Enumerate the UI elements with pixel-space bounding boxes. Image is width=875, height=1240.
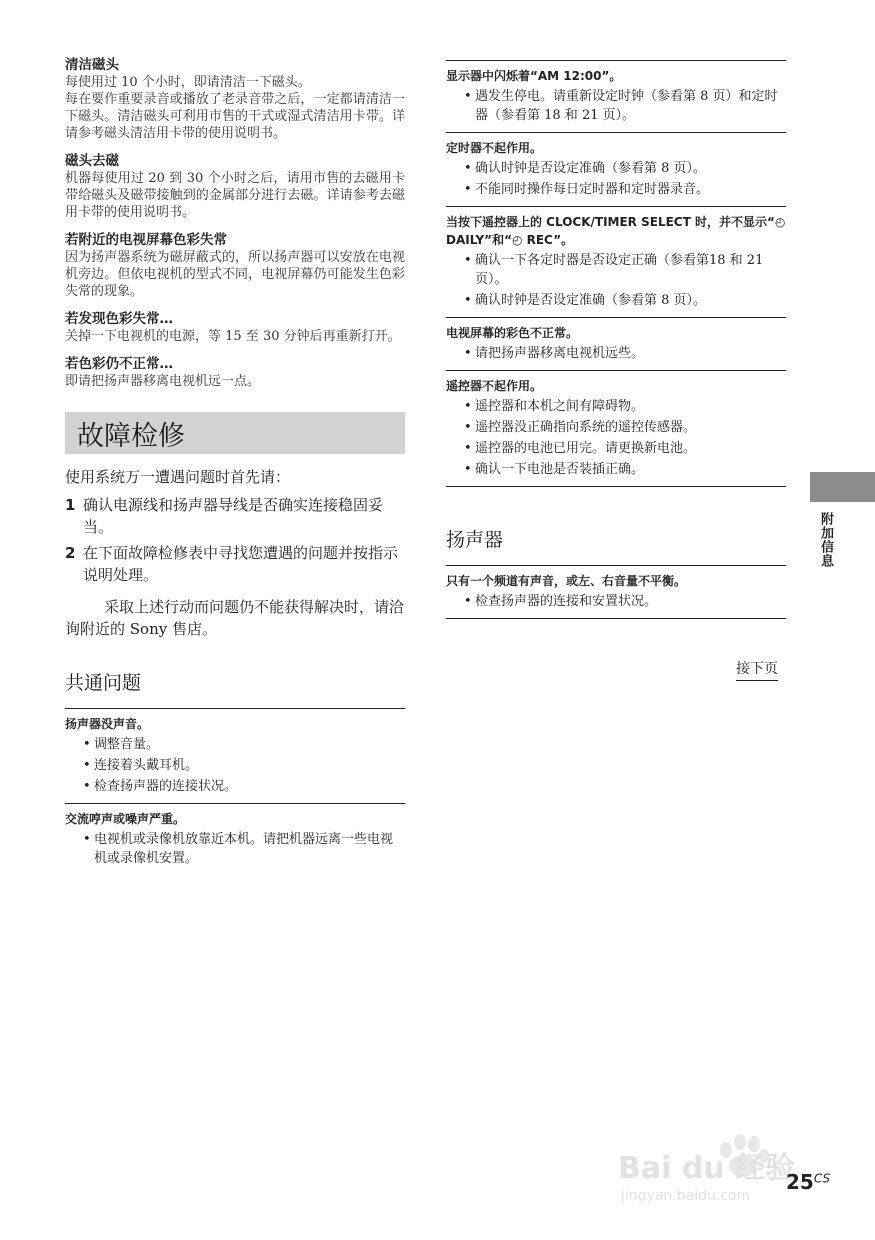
step-item: [65, 542, 405, 586]
problem-question: 显示器中闪烁着“AM 12:00”。: [446, 69, 622, 83]
solution-item: • 请把扬声器移离电视机远些。: [464, 344, 786, 363]
section-heading: 清洁磁头: [65, 57, 119, 73]
problem-block: [446, 61, 786, 133]
solution-item: • 电视机或录像机放靠近本机。请把机器远离一些电视机或录像机安置。: [83, 830, 405, 868]
solution-list: [65, 735, 405, 796]
contact-note: 采取上述行动而问题仍不能获得解决时，请洽询附近的 Sony 售店。: [65, 598, 405, 638]
section-heading: 若附近的电视屏幕色彩失常: [65, 232, 227, 248]
watermark-url: jingyan.baidu.com: [621, 1188, 751, 1204]
section-heading: 磁头去磁: [65, 153, 119, 169]
solution-item: • 遥控器的电池已用完。请更换新电池。: [464, 439, 786, 458]
common-problems-table: [65, 708, 405, 875]
continue-next-page: 接下页: [736, 658, 778, 681]
solution-list: [446, 87, 786, 125]
solution-item: • 确认一下各定时器是否设定正确（参看第18 和 21 页）。: [464, 251, 786, 289]
solution-list: [446, 397, 786, 479]
troubleshooting-title-band: 故障检修: [65, 412, 405, 454]
solution-item: • 确认时钟是否设定准确（参看第 8 页）。: [464, 291, 786, 310]
watermark-brand: Bai du 经验: [618, 1151, 796, 1186]
page-number-value: 25: [786, 1170, 814, 1194]
timer-problems-table: [446, 60, 786, 487]
section-paragraph: 因为扬声器系统为磁屏蔽式的，所以扬声器可以安放在电视机旁边。但依电视机的型式不同，电视屏幕仍可能发生色彩失常的现象。: [65, 250, 405, 299]
problem-block: [446, 566, 786, 619]
solution-item: • 不能同时操作每日定时器和定时器录音。: [464, 180, 786, 199]
section-paragraph: 每在要作重要录音或播放了老录音带之后，一定都请清洁一下磁头。清洁磁头可利用市售的干式或湿式清洁用卡带。详请参考磁头清洁用卡带的使用说明书。: [65, 92, 405, 141]
section-tv-color: [65, 231, 405, 300]
section-paragraph: 关掉一下电视机的电源，等 15 至 30 分钟后再重新打开。: [65, 329, 401, 344]
page-number: [786, 1170, 830, 1194]
solution-item: • 检查扬声器的连接和安置状况。: [464, 592, 786, 611]
baidu-watermark: [618, 1128, 808, 1210]
section-head-demagnetize: [65, 152, 405, 221]
section-heading: 若色彩仍不正常…: [65, 356, 173, 372]
solution-item: • 遥控器和本机之间有障碍物。: [464, 397, 786, 416]
section-paragraph: 即请把扬声器移离电视机远一点。: [65, 374, 261, 389]
solution-item: • 调整音量。: [83, 735, 405, 754]
section-heading: 若发现色彩失常…: [65, 311, 173, 327]
solution-list: [446, 592, 786, 611]
problem-block: [65, 709, 405, 804]
section-head-cleaning: [65, 56, 405, 142]
step-number: 2: [65, 544, 76, 562]
page-number-suffix: CS: [813, 1171, 831, 1186]
problem-block: [446, 318, 786, 371]
left-column: [65, 56, 405, 875]
problem-block: [446, 133, 786, 207]
common-problems-heading: 共通问题: [65, 672, 142, 694]
problem-question: 电视屏幕的彩色不正常。: [446, 326, 579, 340]
troubleshooting-intro: 使用系统万一遭遇问题时首先请：: [65, 468, 291, 486]
section-color-persists: [65, 355, 405, 390]
solution-list: [446, 159, 786, 199]
solution-list: [65, 830, 405, 868]
problem-question: 交流哼声或噪声严重。: [65, 812, 186, 826]
solution-item: • 遇发生停电。请重新设定时钟（参看第 8 页）和定时器（参看第 18 和 21 页）。: [464, 87, 786, 125]
problem-question: 扬声器没声音。: [65, 717, 150, 731]
right-column: [446, 60, 786, 619]
side-tab-label: 附加信息: [818, 512, 833, 568]
problem-question: 当按下遥控器上的 CLOCK/TIMER SELECT 时，并不显示“◴ DAILY”和“◴ REC”。: [446, 215, 786, 247]
solution-list: [446, 251, 786, 310]
problem-block: [446, 207, 786, 318]
step-item: [65, 494, 405, 538]
solution-item: • 遥控器没正确指向系统的遥控传感器。: [464, 418, 786, 437]
step-text: 在下面故障检修表中寻找您遭遇的问题并按指示说明处理。: [83, 544, 399, 584]
solution-item: • 检查扬声器的连接状况。: [83, 777, 405, 796]
section-paragraph: 每使用过 10 个小时，即请清洁一下磁头。: [65, 75, 311, 90]
problem-question: 定时器不起作用。: [446, 141, 543, 155]
problem-block: [65, 804, 405, 875]
step-text: 确认电源线和扬声器导线是否确实连接稳固妥当。: [83, 496, 384, 536]
solution-item: • 确认时钟是否设定准确（参看第 8 页）。: [464, 159, 786, 178]
solution-item: • 确认一下电池是否装插正确。: [464, 460, 786, 479]
side-tab-marker: [810, 472, 875, 502]
problem-question: 遥控器不起作用。: [446, 379, 543, 393]
problem-block: [446, 371, 786, 487]
speaker-problems-table: [446, 565, 786, 619]
section-color-found: [65, 310, 405, 345]
solution-list: [446, 344, 786, 363]
problem-question: 只有一个频道有声音，或左、右音量不平衡。: [446, 574, 687, 588]
section-paragraph: 机器每使用过 20 到 30 个小时之后，请用市售的去磁用卡带给磁头及磁带接触到的金属部分进行去磁。详请参考去磁用卡带的使用说明书。: [65, 171, 405, 220]
solution-item: • 连接着头戴耳机。: [83, 756, 405, 775]
step-number: 1: [65, 496, 76, 514]
speaker-heading: 扬声器: [446, 529, 504, 551]
